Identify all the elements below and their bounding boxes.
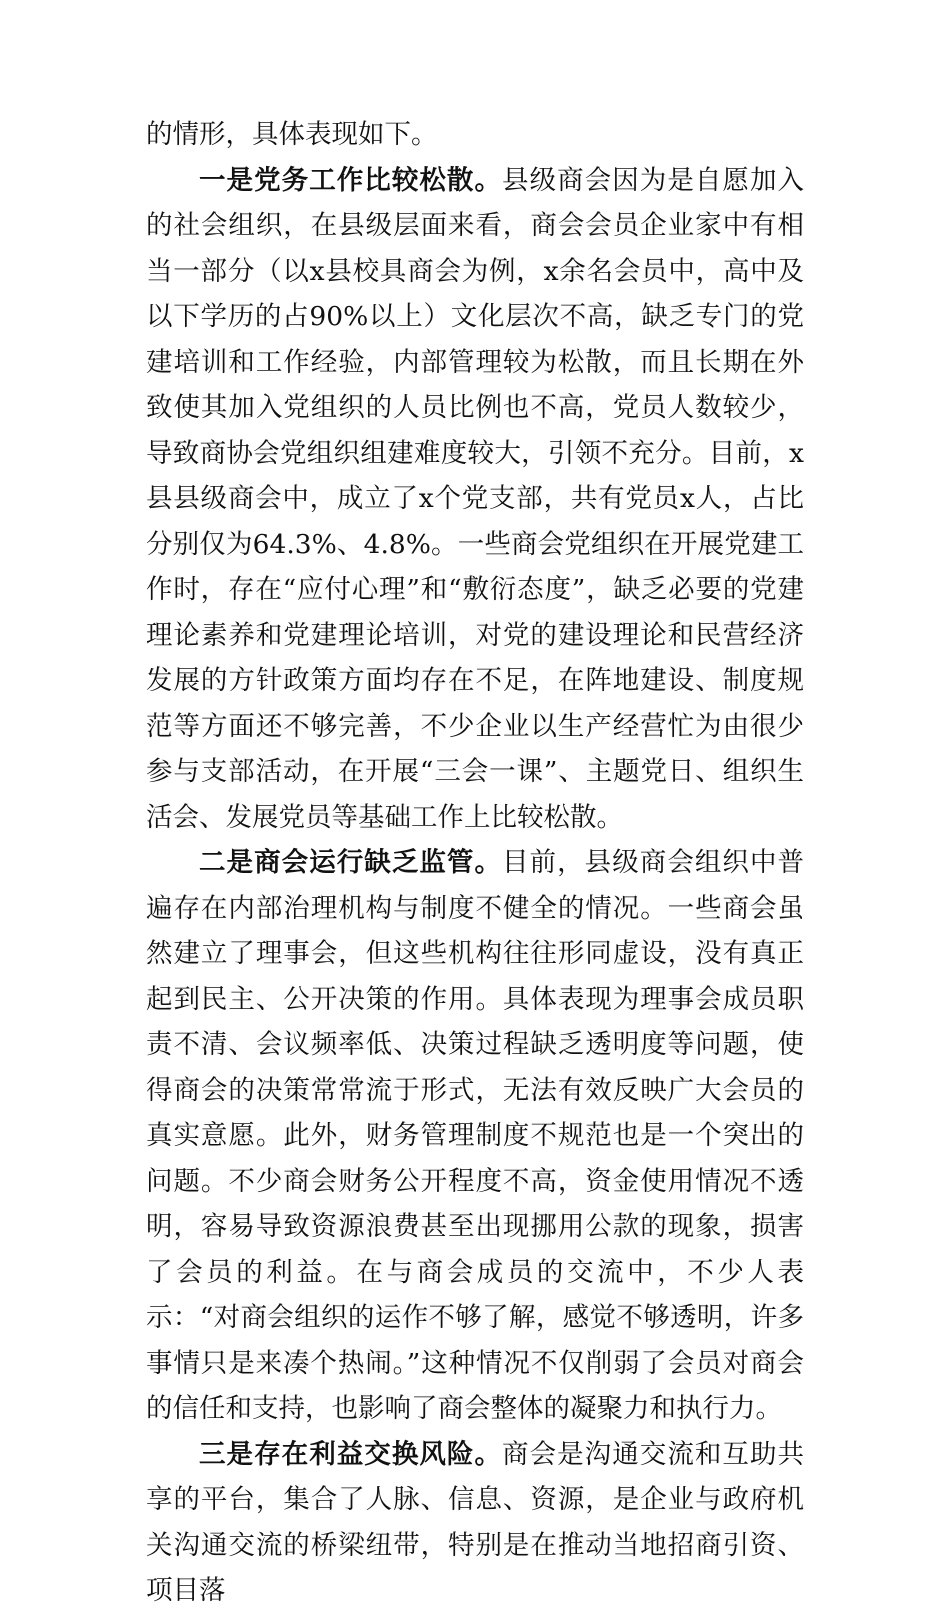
- section-paragraph-2: [146, 840, 804, 1432]
- section-paragraph-1: [146, 158, 804, 841]
- section-body-3: 商会是沟通交流和互助共享的平台，集合了人脉、信息、资源，是企业与政府机关沟通交流的桥梁纽带，特别是在推动当地招商引资、项目落: [146, 1438, 805, 1606]
- section-lead-3: 三是存在利益交换风险。: [199, 1438, 503, 1470]
- document-page: [146, 112, 804, 1614]
- section-lead-1: 一是党务工作比较松散。: [199, 164, 503, 196]
- section-body-1: 县级商会因为是自愿加入的社会组织，在县级层面来看，商会会员企业家中有相当一部分（以x县校具商会为例，x余名会员中，高中及以下学历的占90%以上）文化层次不高，缺乏专门的党建培训和工作经验，内部管理较为松散，而且长期在外致使其加入党组织的人员比例也不高，党员人数较少，导致商协会党组织组建难度较大，引领不充分。目前，x县县级商会中，成立了x个党支部，共有党员x人，占比分别仅为64.3%、4.8%。一些商会党组织在开展党建工作时，存在“应付心理”和“敷衍态度”，缺乏必要的党建理论素养和党建理论培训，对党的建设理论和民营经济发展的方针政策方面均存在不足，在阵地建设、制度规范等方面还不够完善，不少企业以生产经营忙为由很少参与支部活动，在开展“三会一课”、主题党日、组织生活会、发展党员等基础工作上比较松散。: [146, 164, 805, 833]
- section-body-2: 目前，县级商会组织中普遍存在内部治理机构与制度不健全的情况。一些商会虽然建立了理事会，但这些机构往往形同虚设，没有真正起到民主、公开决策的作用。具体表现为理事会成员职责不清、会议频率低、决策过程缺乏透明度等问题，使得商会的决策常常流于形式，无法有效反映广大会员的真实意愿。此外，财务管理制度不规范也是一个突出的问题。不少商会财务公开程度不高，资金使用情况不透明，容易导致资源浪费甚至出现挪用公款的现象，损害了会员的利益。在与商会成员的交流中，不少人表示：“对商会组织的运作不够了解，感觉不够透明，许多事情只是来凑个热闹。”这种情况不仅削弱了会员对商会的信任和支持，也影响了商会整体的凝聚力和执行力。: [146, 847, 805, 1424]
- intro-paragraph: 的情形，具体表现如下。: [146, 119, 438, 150]
- section-paragraph-3: [146, 1432, 804, 1614]
- section-lead-2: 二是商会运行缺乏监管。: [199, 847, 503, 878]
